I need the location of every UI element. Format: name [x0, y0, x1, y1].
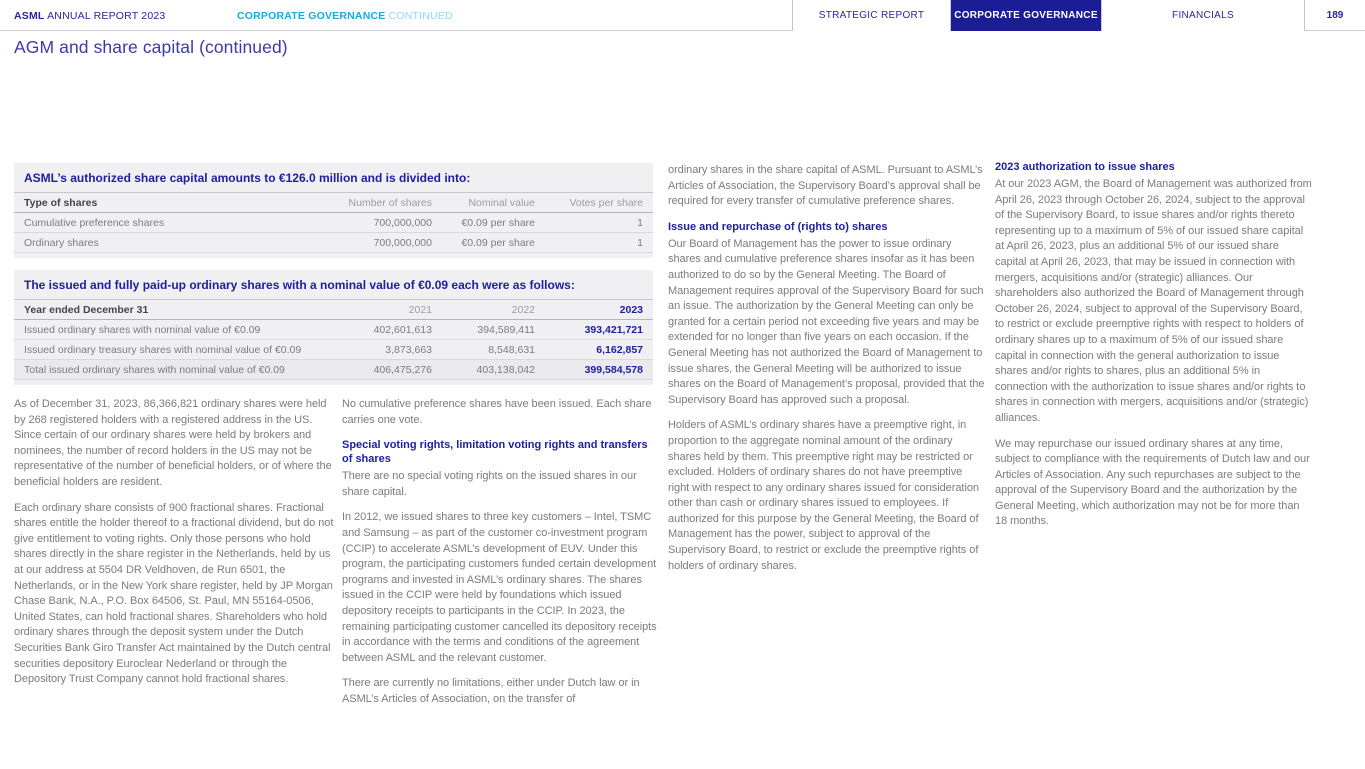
body-column-2	[342, 397, 661, 718]
page-title: AGM and share capital (continued)	[14, 37, 288, 57]
top-header-bar	[0, 0, 1365, 31]
paragraph: Our Board of Management has the power to issue ordinary shares and cumulative preference shares insofar as it has been authorized to do so by the General Meeting. The Board of Management requires approval of the Supervisory Board for such an issue. The authorization by the General Meeting can only be granted for a certain period not exceeding five years and may be extended for no longer than five years on each occasion. If the General Meeting has not authorized the Board of Management to issue shares, the General Meeting will be authorized to issue shares on the Board of Management’s proposal, provided that the Supervisory Board has approved such a proposal.	[668, 237, 985, 406]
cell-2021: 402,601,613	[373, 323, 432, 336]
col-votes-per-share: Votes per share	[569, 196, 643, 209]
table1-heading: ASML’s authorized share capital amounts to €126.0 million and is divided into:	[14, 163, 653, 193]
section-tabs	[792, 0, 1365, 31]
row-label: Issued ordinary treasury shares with nominal value of €0.09	[24, 343, 302, 356]
cell-2021: 3,873,663	[385, 343, 432, 356]
cell-2023: 399,584,578	[584, 363, 643, 376]
paragraph: No cumulative preference shares have been issued. Each share carries one vote.	[342, 398, 652, 426]
col-2023: 2023	[619, 303, 643, 316]
cell-2022: 403,138,042	[476, 363, 535, 376]
col-nominal-value: Nominal value	[468, 196, 535, 209]
table2-header-row	[14, 300, 653, 320]
subheading-special-voting-rights: Special voting rights, limitation voting rights and transfers of shares	[342, 439, 648, 466]
cell-2022: 394,589,411	[477, 323, 535, 336]
cell-2023: 393,421,721	[584, 323, 643, 336]
table2-heading: The issued and fully paid-up ordinary shares with a nominal value of €0.09 each were as follows:	[14, 270, 653, 300]
section-name: CORPORATE GOVERNANCE	[237, 9, 386, 22]
table-row	[14, 340, 653, 360]
paragraph: At our 2023 AGM, the Board of Management was authorized from April 26, 2023 through October 26, 2024, subject to the approval of the Supervisory Board, to issue shares and/or rights thereto representing up to a maximum of 5% of our issued share capital at April 26, 2023, plus an additional 5% of our issued share capital at April 26, 2023, that may be issued in connection with mergers, acquisitions and/or (strategic) alliances. Our shareholders also authorized the Board of Management through October 26, 2024, subject to approval of the Supervisory Board, to restrict or exclude preemptive rights with respect to holders of ordinary shares up to a maximum of 5% of our issued share capital in connection with the general authorization to issue shares and/or rights to shares, plus an additional 5% in connection with the authorization to issue shares and/or rights to shares in connection with mergers, acquisitions and/or (strategic) alliances.	[995, 178, 1312, 424]
cell-2023: 6,162,857	[596, 343, 643, 356]
paragraph: ordinary shares in the share capital of ASML. Pursuant to ASML’s Articles of Association, the Supervisory Board’s approval shall be required for every transfer of cumulative preference shares.	[668, 164, 983, 208]
subheading-issue-and-repurchase: Issue and repurchase of (rights to) shares	[668, 220, 888, 233]
report-brand	[14, 0, 165, 31]
body-column-4	[995, 159, 1313, 540]
row-label: Issued ordinary shares with nominal value of €0.09	[24, 323, 261, 336]
paragraph: We may repurchase our issued ordinary shares at any time, subject to compliance with the requirements of Dutch law and our Articles of Association. Any such repurchases are subject to the approval of the Supervisory Board and the authorization by the General Meeting, which authorization may not be for more than 18 months.	[995, 437, 1310, 528]
paragraph: There are currently no limitations, either under Dutch law or in ASML’s Articles of Association, on the transfer of	[342, 677, 640, 705]
body-column-3	[668, 163, 986, 584]
paragraph: In 2012, we issued shares to three key customers – Intel, TSMC and Samsung – as part of the customer co-investment program (CCIP) to accelerate ASML’s development of EUV. Under this program, the participating customers funded certain development programs and invested in ASML’s ordinary shares. The shares issued in the CCIP were held by foundations which issued depository receipts to participants in the CCIP. In 2023, the remaining participating customer cancelled its depository receipts in accordance with the terms and conditions of the agreement between ASML and the relevant customer.	[342, 511, 657, 664]
brand-report-title: ANNUAL REPORT 2023	[44, 9, 166, 22]
tab-corporate-governance[interactable]: CORPORATE GOVERNANCE	[950, 0, 1101, 31]
paragraph: Each ordinary share consists of 900 fractional shares. Fractional shares entitle the holder thereof to a fractional dividend, but do not give entitlement to voting rights. Only those persons who hold shares directly in the share register in the Netherlands, held by us at our address at 5504 DR Veldhoven, de Run 6501, the Netherlands, or in the New York share register, held by JP Morgan Chase Bank, N.A., P.O. Box 64506, St. Paul, MN 55164-0506, United States, can hold fractional shares. Shareholders who hold ordinary shares through the deposit system under the Dutch Securities Bank Giro Transfer Act maintained by the Dutch central securities depository Euroclear Nederland or through the Depository Trust Company cannot hold fractional shares.	[14, 501, 334, 686]
row-label: Cumulative preference shares	[24, 216, 165, 229]
cell-number: 700,000,000	[373, 216, 432, 229]
table-row	[14, 320, 653, 340]
authorized-share-capital-table	[14, 163, 653, 258]
cell-votes: 1	[637, 216, 643, 229]
cell-votes: 1	[637, 236, 643, 249]
page-number: 189	[1304, 0, 1365, 31]
subheading-2023-authorization: 2023 authorization to issue shares	[995, 161, 1175, 173]
cell-nominal: €0.09 per share	[461, 216, 535, 229]
issued-shares-table	[14, 270, 653, 385]
col-type-of-shares: Type of shares	[24, 196, 98, 209]
section-label	[237, 0, 453, 31]
cell-nominal: €0.09 per share	[461, 236, 535, 249]
section-continued: CONTINUED	[385, 9, 453, 22]
row-label: Ordinary shares	[24, 236, 99, 249]
table1-header-row	[14, 193, 653, 213]
col-year-ended: Year ended December 31	[24, 303, 149, 316]
col-2021: 2021	[408, 303, 432, 316]
paragraph: As of December 31, 2023, 86,366,821 ordinary shares were held by 268 registered holders with a registered address in the US. Since certain of our ordinary shares were held by brokers and nominees, the number of record holders in the US may not be representative of the number of beneficial holders, or of where the beneficial holders are resident.	[14, 398, 332, 488]
col-number-of-shares: Number of shares	[348, 196, 432, 209]
row-label: Total issued ordinary shares with nominal value of €0.09	[24, 363, 285, 376]
table-total-row	[14, 360, 653, 380]
brand-asml: ASML	[14, 9, 45, 22]
col-2022: 2022	[511, 303, 535, 316]
paragraph: There are no special voting rights on the issued shares in our share capital.	[342, 470, 637, 498]
paragraph: Holders of ASML’s ordinary shares have a preemptive right, in proportion to the aggregate nominal amount of the ordinary shares held by them. This preemptive right may be restricted or excluded. Holders of ordinary shares do not have preemptive right with respect to any ordinary shares issued for consideration other than cash or ordinary shares issued to employees. If authorized for this purpose by the General Meeting, the Board of Management has the power, subject to approval of the Supervisory Board, to restrict or exclude the preemptive rights of holders of ordinary shares.	[668, 419, 979, 572]
table-row	[14, 233, 653, 253]
cell-2022: 8,548,631	[488, 343, 535, 356]
cell-number: 700,000,000	[373, 236, 432, 249]
tab-strategic-report[interactable]: STRATEGIC REPORT	[792, 0, 950, 31]
table-row	[14, 213, 653, 233]
body-column-1	[14, 397, 336, 698]
cell-2021: 406,475,276	[373, 363, 432, 376]
tab-financials[interactable]: FINANCIALS	[1101, 0, 1304, 31]
